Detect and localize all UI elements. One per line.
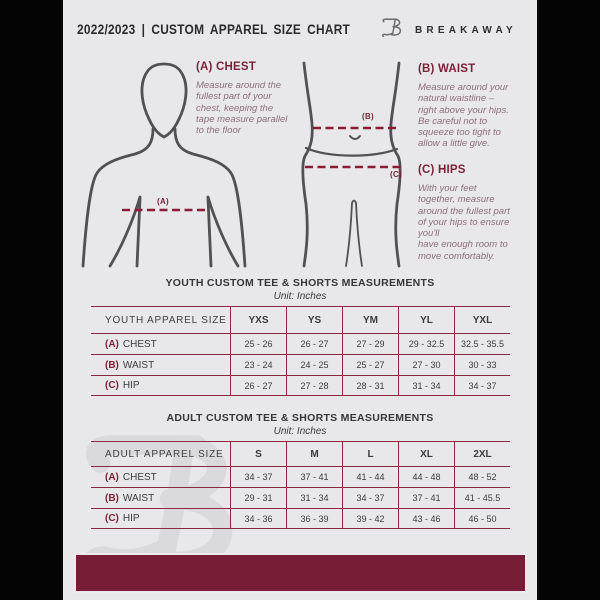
chest-instructions: [196, 61, 287, 136]
figure-waist-tag: (B): [361, 112, 374, 121]
table-row-chest: [91, 466, 510, 487]
value-cell: 27 - 29: [342, 334, 398, 354]
waist-instruction-text: Measure around your natural waistline – right above your hips. Be careful not to squeeze too tight to allow a little give.: [418, 82, 509, 150]
value-cell: 26 - 27: [230, 376, 286, 395]
size-header: YXL: [454, 307, 510, 333]
table-row-waist: [91, 487, 510, 508]
value-cell: 41 - 44: [342, 467, 398, 487]
size-header: YS: [286, 307, 342, 333]
size-chart-page: [63, 0, 537, 600]
row-label: (A) CHEST: [105, 471, 157, 483]
table-row-hip: [91, 375, 510, 396]
size-header: YL: [398, 307, 454, 333]
value-cell: 32.5 - 35.5: [454, 334, 510, 354]
waist-instructions: [418, 63, 509, 150]
hips-heading: (C) HIPS: [418, 164, 466, 176]
waist-heading: (B) WAIST: [418, 63, 476, 75]
size-header: XL: [398, 442, 454, 466]
chest-instruction-text: Measure around the fullest part of your chest, keeping the tape measure parallel to the floor: [196, 80, 288, 137]
value-cell: 25 - 26: [230, 334, 286, 354]
value-cell: 24 - 25: [286, 355, 342, 375]
value-cell: 34 - 37: [454, 376, 510, 395]
value-cell: 29 - 32.5: [398, 334, 454, 354]
value-cell: 27 - 30: [398, 355, 454, 375]
value-cell: 44 - 48: [398, 467, 454, 487]
row-label: (A) CHEST: [105, 338, 157, 350]
value-cell: 41 - 45.5: [454, 488, 510, 508]
table-row-chest: [91, 333, 510, 354]
brand-name: BREAKAWAY: [415, 25, 517, 36]
table-header-row: [91, 306, 510, 333]
value-cell: 48 - 52: [454, 467, 510, 487]
value-cell: 26 - 27: [286, 334, 342, 354]
size-header: YM: [342, 307, 398, 333]
value-cell: 46 - 50: [454, 509, 510, 528]
chest-heading: (A) CHEST: [196, 61, 256, 73]
footer-accent-bar: [74, 553, 527, 593]
value-cell: 34 - 36: [230, 509, 286, 528]
row-label: (C) HIP: [105, 513, 140, 524]
youth-size-label-header: YOUTH APPAREL SIZE: [105, 314, 227, 326]
value-cell: 34 - 37: [342, 488, 398, 508]
value-cell: 23 - 24: [230, 355, 286, 375]
value-cell: 28 - 31: [342, 376, 398, 395]
size-header: M: [286, 442, 342, 466]
value-cell: 31 - 34: [286, 488, 342, 508]
adult-table-title: ADULT CUSTOM TEE & SHORTS MEASUREMENTS: [166, 412, 434, 424]
table-row-hip: [91, 508, 510, 529]
adult-size-label-header: ADULT APPAREL SIZE: [105, 448, 224, 460]
size-header: YXS: [230, 307, 286, 333]
row-label: (C) HIP: [105, 380, 140, 391]
value-cell: 39 - 42: [342, 509, 398, 528]
youth-size-table: [91, 306, 510, 396]
value-cell: 27 - 28: [286, 376, 342, 395]
value-cell: 43 - 46: [398, 509, 454, 528]
value-cell: 31 - 34: [398, 376, 454, 395]
row-label: (B) WAIST: [105, 359, 155, 371]
hips-instructions: [418, 164, 510, 262]
table-row-waist: [91, 354, 510, 375]
figure-chest-tag: (A): [156, 197, 169, 206]
figure-hips-tag: (C): [389, 170, 402, 179]
size-header: 2XL: [454, 442, 510, 466]
youth-table-unit: Unit: Inches: [273, 291, 327, 302]
adult-size-table: [91, 441, 510, 529]
value-cell: 25 - 27: [342, 355, 398, 375]
value-cell: 34 - 37: [230, 467, 286, 487]
value-cell: 37 - 41: [286, 467, 342, 487]
value-cell: 37 - 41: [398, 488, 454, 508]
youth-table-title: YOUTH CUSTOM TEE & SHORTS MEASUREMENTS: [165, 277, 435, 289]
size-header: L: [342, 442, 398, 466]
value-cell: 36 - 39: [286, 509, 342, 528]
adult-table-unit: Unit: Inches: [273, 426, 327, 437]
row-label: (B) WAIST: [105, 492, 155, 504]
size-header: S: [230, 442, 286, 466]
hips-instruction-text: With your feet together, measure around the fullest part of your hips to ensure you'll have enough room to move comfortably.: [418, 183, 510, 262]
table-header-row: [91, 441, 510, 466]
page-title: 2022/2023 | CUSTOM APPAREL SIZE CHART: [77, 21, 351, 37]
value-cell: 30 - 33: [454, 355, 510, 375]
value-cell: 29 - 31: [230, 488, 286, 508]
